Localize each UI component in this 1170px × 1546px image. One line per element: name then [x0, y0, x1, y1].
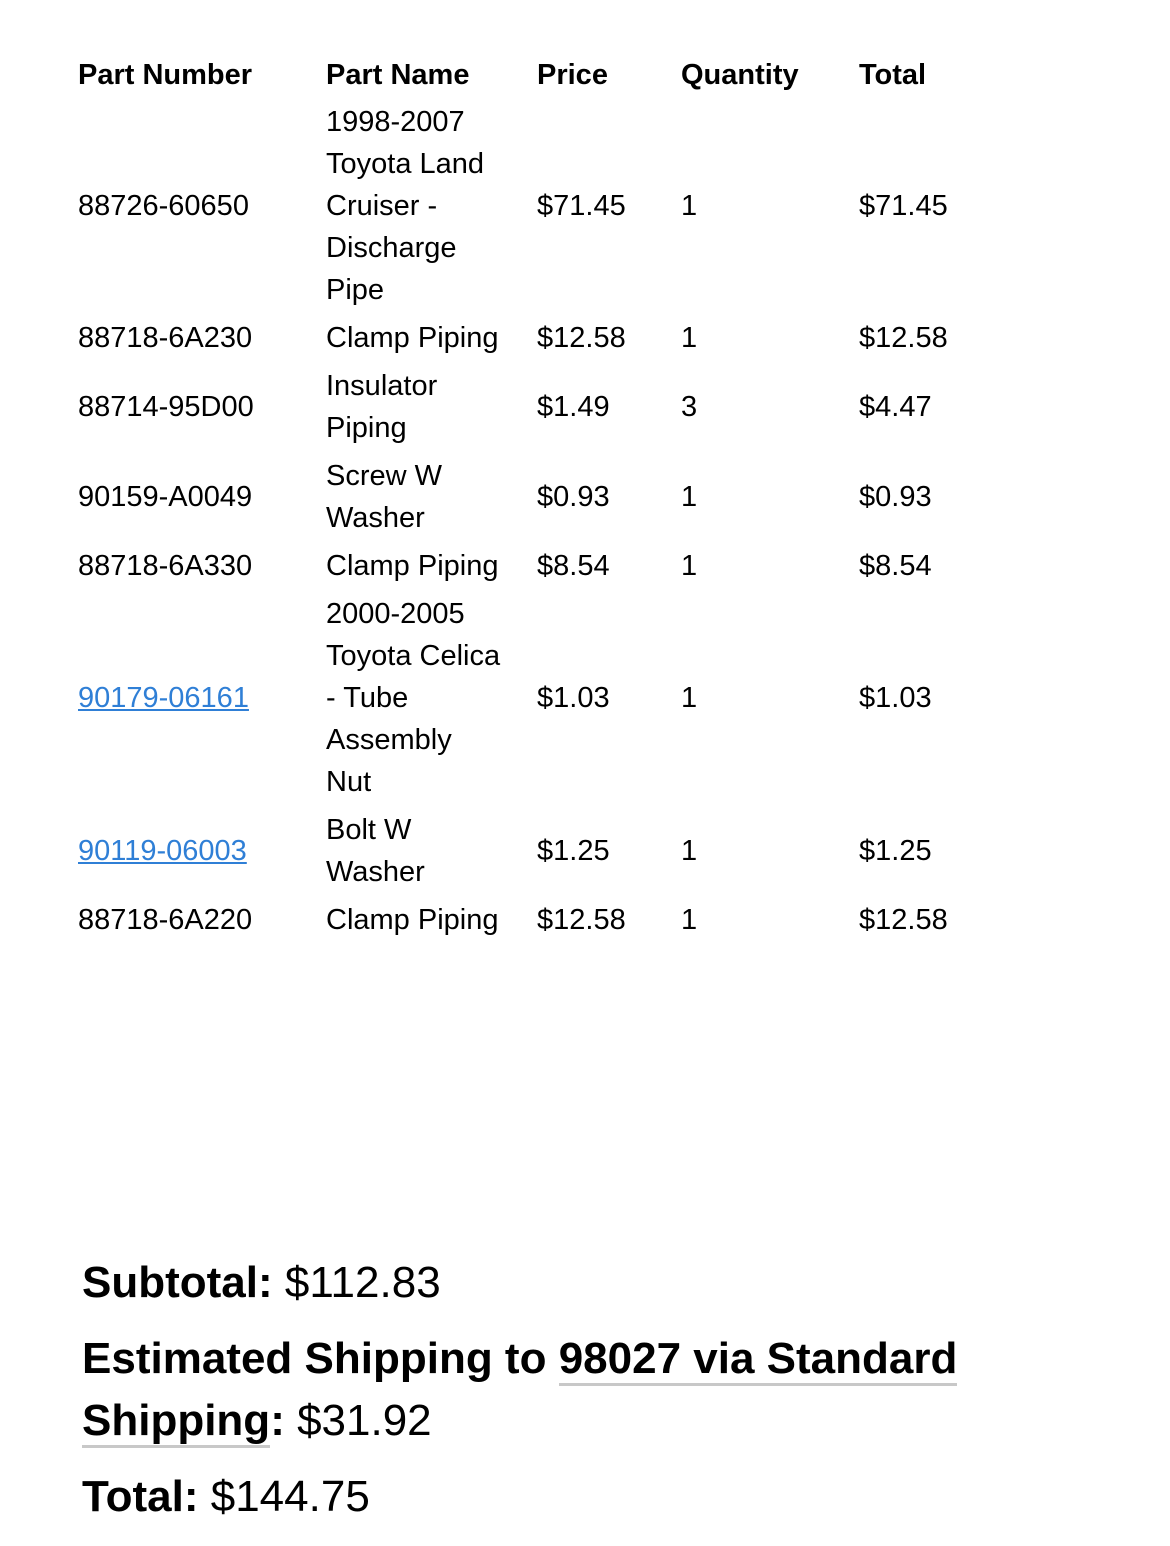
quantity-cell: 1 [681, 190, 698, 222]
part-number-cell: 88718-6A330 [78, 550, 253, 582]
part-number-cell: 88714-95D00 [78, 391, 254, 423]
part-name: Screw W Washer [326, 460, 442, 534]
part-number-cell [78, 590, 326, 806]
subtotal-line [82, 1252, 1082, 1314]
part-name-cell [326, 896, 537, 944]
price-cell: $12.58 [537, 904, 626, 936]
total-line [82, 1466, 1082, 1528]
quantity-cell: 1 [681, 481, 698, 513]
part-name: Insulator Piping [326, 370, 438, 444]
part-name-cell [326, 542, 537, 590]
part-number-cell: 88718-6A220 [78, 904, 253, 936]
header-part-name: Part Name [326, 59, 470, 91]
price-cell: $8.54 [537, 550, 610, 582]
shipping-label: Estimated Shipping to [82, 1334, 547, 1383]
shipping-options-link[interactable]: 98027 via Standard Shipping [82, 1334, 957, 1448]
part-number-cell: 88726-60650 [78, 190, 249, 222]
part-name: 1998-2007 Toyota Land Cruiser - Discharge Pipe [326, 106, 485, 306]
part-name: Bolt W Washer [326, 814, 425, 888]
price-cell: $71.45 [537, 190, 626, 222]
subtotal-value: $112.83 [284, 1258, 441, 1307]
total-cell: $12.58 [859, 322, 948, 354]
price-cell: $1.25 [537, 835, 610, 867]
table-row [78, 542, 1009, 590]
part-name: Clamp Piping [326, 904, 499, 936]
subtotal-label: Subtotal: [82, 1258, 273, 1307]
total-cell: $8.54 [859, 550, 932, 582]
total-cell: $1.25 [859, 835, 932, 867]
table-row [78, 362, 1009, 452]
shipping-line [82, 1328, 1082, 1452]
price-cell: $1.49 [537, 391, 610, 423]
total-cell: $0.93 [859, 481, 932, 513]
part-name-cell [326, 590, 537, 806]
part-number-cell [78, 806, 326, 896]
header-total: Total [859, 59, 927, 91]
quantity-cell: 1 [681, 682, 698, 714]
total-value: $144.75 [210, 1472, 370, 1521]
total-label: Total: [82, 1472, 199, 1521]
part-number-cell: 88718-6A230 [78, 322, 253, 354]
part-number-link[interactable]: 90179-06161 [78, 682, 249, 714]
part-number-cell: 90159-A0049 [78, 481, 253, 513]
table-row [78, 98, 1009, 314]
table-header-row [78, 52, 1009, 98]
quantity-cell: 1 [681, 322, 698, 354]
part-name: 2000-2005 Toyota Celica - Tube Assembly Nut [326, 598, 501, 798]
price-cell: $0.93 [537, 481, 610, 513]
part-number-link[interactable]: 90119-06003 [78, 835, 247, 867]
total-cell: $71.45 [859, 190, 948, 222]
header-quantity: Quantity [681, 59, 799, 91]
parts-table [78, 52, 1009, 944]
price-cell: $12.58 [537, 322, 626, 354]
header-part-number: Part Number [78, 59, 253, 91]
table-row [78, 452, 1009, 542]
order-summary [82, 1252, 1082, 1542]
price-cell: $1.03 [537, 682, 610, 714]
part-name: Clamp Piping [326, 322, 499, 354]
total-cell: $12.58 [859, 904, 948, 936]
table-row [78, 806, 1009, 896]
quantity-cell: 3 [681, 391, 698, 423]
quantity-cell: 1 [681, 904, 698, 936]
shipping-label-colon: : [270, 1396, 285, 1445]
shipping-value: $31.92 [297, 1396, 432, 1445]
part-name-cell [326, 98, 537, 314]
quantity-cell: 1 [681, 550, 698, 582]
part-name-cell [326, 362, 537, 452]
part-name: Clamp Piping [326, 550, 499, 582]
part-name-cell [326, 452, 537, 542]
part-name-cell [326, 314, 537, 362]
header-price: Price [537, 59, 608, 91]
table-row [78, 896, 1009, 944]
quantity-cell: 1 [681, 835, 698, 867]
total-cell: $1.03 [859, 682, 932, 714]
total-cell: $4.47 [859, 391, 932, 423]
table-row [78, 590, 1009, 806]
table-row [78, 314, 1009, 362]
part-name-cell [326, 806, 537, 896]
